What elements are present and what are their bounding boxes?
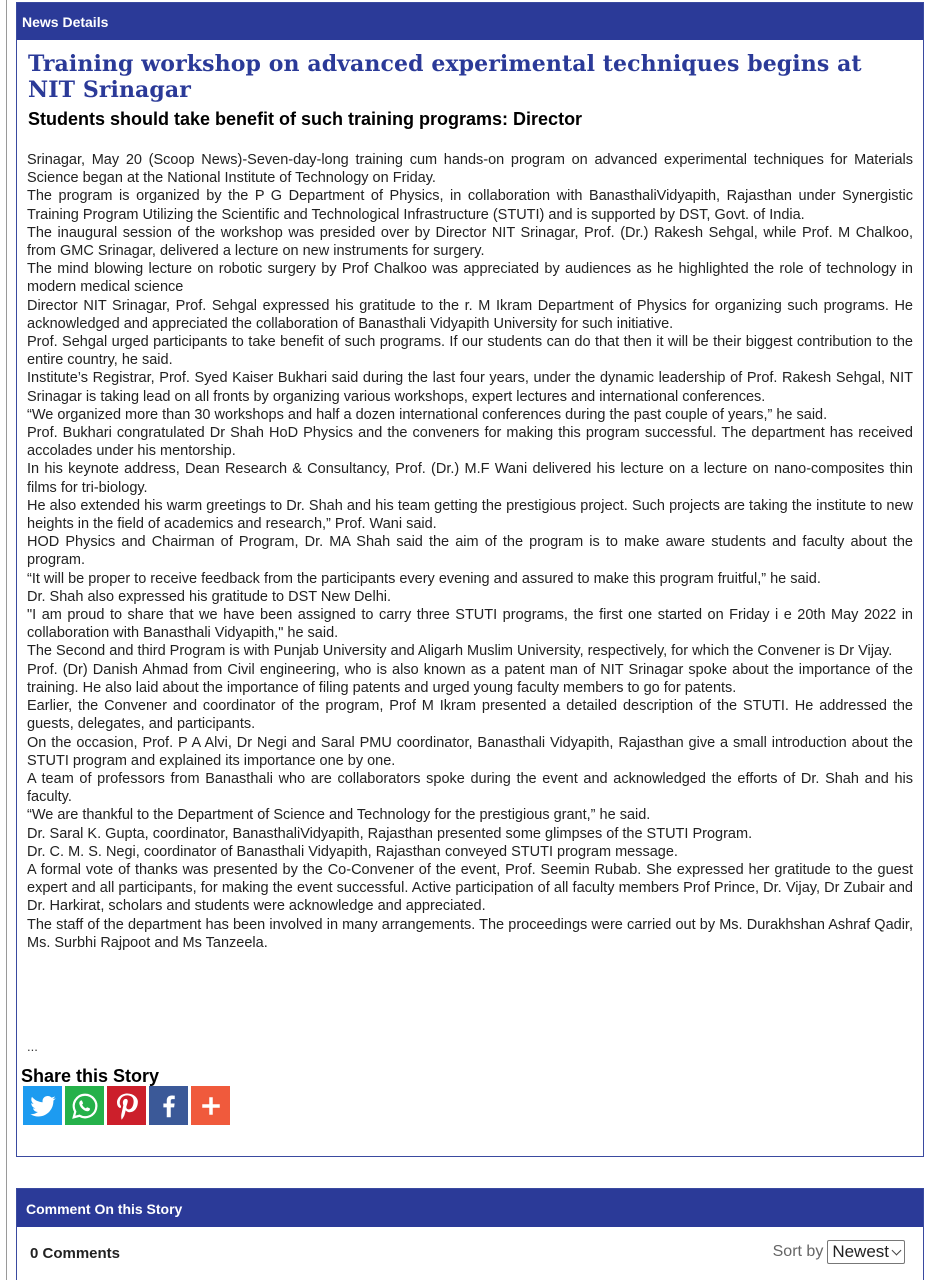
article-paragraph: "I am proud to share that we have been assigned to carry three STUTI programs, the first one started on Friday i e 20th May 2022 in collaboration with Banasthali Vidyapith," he said. bbox=[27, 607, 913, 642]
article-paragraph: A team of professors from Banasthali who are collaborators spoke during the event and acknowledged the efforts of Dr. Shah and his faculty. bbox=[27, 770, 913, 806]
sort-control bbox=[773, 1240, 905, 1264]
article-paragraph: Prof. (Dr) Danish Ahmad from Civil engineering, who is also known as a patent man of NIT Srinagar spoke about the importance of the training. He also laid about the importance of filing patents and urged young faculty members to go for patents. bbox=[27, 661, 913, 696]
chevron-down-icon bbox=[892, 1245, 902, 1255]
sort-value: Newest bbox=[832, 1242, 889, 1261]
news-details-panel bbox=[16, 2, 924, 1157]
article-paragraph: Dr. Shah also expressed his gratitude to DST New Delhi. bbox=[27, 588, 392, 605]
article-headline: Training workshop on advanced experimental techniques begins at NIT Srinagar bbox=[28, 51, 862, 103]
sort-select[interactable] bbox=[827, 1240, 905, 1264]
article-paragraph: The program is organized by the P G Department of Physics, in collaboration with BanasthaliVidyapith, Rajasthan under Synergistic Training Program Utilizing the Scientific and Technological Infrastructure (STUTI) and is supported by DST, Govt. of India. bbox=[27, 188, 913, 223]
share-whatsapp-button[interactable] bbox=[65, 1086, 104, 1125]
share-buttons bbox=[23, 1086, 230, 1125]
share-twitter-button[interactable] bbox=[23, 1086, 62, 1125]
news-details-header: News Details bbox=[17, 3, 923, 40]
article-paragraph: In his keynote address, Dean Research & Consultancy, Prof. (Dr.) M.F Wani delivered his lecture on a lecture on nano-composites thin films for tri-biology. bbox=[27, 461, 913, 496]
facebook-icon bbox=[154, 1091, 184, 1121]
add-share-icon bbox=[196, 1091, 226, 1121]
pinterest-icon bbox=[112, 1091, 142, 1121]
article-paragraph: Srinagar, May 20 (Scoop News)-Seven-day-long training cum hands-on program on advanced experimental techniques for Materials Science began at the National Institute of Technology on Friday. bbox=[27, 152, 913, 187]
comment-count: 0 Comments bbox=[30, 1245, 121, 1262]
article-paragraph: Prof. Bukhari congratulated Dr Shah HoD Physics and the conveners for making this program successful. The department has received accolades under his mentorship. bbox=[27, 425, 913, 460]
share-story-title: Share this Story bbox=[21, 1066, 160, 1086]
article-paragraph: On the occasion, Prof. P A Alvi, Dr Negi and Saral PMU coordinator, Banasthali Vidyapith, Rajasthan give a small introduction about the STUTI program and explained its importance one by one. bbox=[27, 734, 913, 769]
share-more-button[interactable] bbox=[191, 1086, 230, 1125]
article-subheadline: Students should take benefit of such training programs: Director bbox=[28, 109, 583, 129]
article-paragraph: A formal vote of thanks was presented by the Co-Convener of the event, Prof. Seemin Rubab. She expressed her gratitude to the guest expert and all participants, for making the event successful. Active participation of all faculty members Prof Prince, Dr. Vijay, Dr Zubair and Dr. Harkirat, scholars and students were acknowledge and appreciated. bbox=[27, 861, 913, 915]
article-paragraph: Prof. Sehgal urged participants to take benefit of such programs. If our students can do that then it will be their biggest contribution to the entire country, he said. bbox=[27, 334, 913, 369]
article-paragraph: Institute’s Registrar, Prof. Syed Kaiser Bukhari said during the last four years, under the dynamic leadership of Prof. Rakesh Sehgal, NIT Srinagar is taking lead on all fronts by organizing various workshops, expert lectures and international conferences. bbox=[27, 370, 913, 405]
sort-label: Sort by bbox=[772, 1243, 824, 1260]
share-facebook-button[interactable] bbox=[149, 1086, 188, 1125]
article-paragraph: The staff of the department has been involved in many arrangements. The proceedings were carried out by Ms. Durakhshan Ashraf Qadir, Ms. Surbhi Rajpoot and Ms Tanzeela. bbox=[27, 916, 913, 951]
page-frame-line bbox=[6, 0, 7, 1280]
article-paragraph: Director NIT Srinagar, Prof. Sehgal expressed his gratitude to the r. M Ikram Department of Physics for organizing such programs. He acknowledged and appreciated the collaboration of Banasthali Vidyapith University for such initiative. bbox=[27, 297, 913, 332]
article-paragraph: “It will be proper to receive feedback from the participants every evening and assured to make this program fruitful,” he said. bbox=[27, 570, 821, 587]
twitter-icon bbox=[28, 1091, 58, 1121]
article-body bbox=[17, 130, 923, 952]
whatsapp-icon bbox=[70, 1091, 100, 1121]
comments-header: Comment On this Story bbox=[17, 1189, 923, 1227]
article-paragraph: The mind blowing lecture on robotic surgery by Prof Chalkoo was appreciated by audiences as he highlighted the role of technology in modern medical science bbox=[27, 261, 913, 296]
article-paragraph: Dr. C. M. S. Negi, coordinator of Banasthali Vidyapith, Rajasthan conveyed STUTI program message. bbox=[27, 843, 678, 860]
article-paragraph: HOD Physics and Chairman of Program, Dr. MA Shah said the aim of the program is to make aware students and faculty about the program. bbox=[27, 534, 913, 569]
article-paragraph: “We are thankful to the Department of Science and Technology for the prestigious grant,” he said. bbox=[27, 807, 651, 824]
comments-panel bbox=[16, 1188, 924, 1280]
article-paragraph: The inaugural session of the workshop was presided over by Director NIT Srinagar, Prof. (Dr.) Rakesh Sehgal, while Prof. M Chalkoo, from GMC Srinagar, delivered a lecture on new instruments for surgery. bbox=[27, 224, 913, 260]
article-paragraph: Earlier, the Convener and coordinator of the program, Prof M Ikram presented a detailed description of the STUTI. He addressed the guests, delegates, and participants. bbox=[27, 698, 913, 733]
article-paragraph: He also extended his warm greetings to Dr. Shah and his team getting the prestigious project. Such projects are taking the institute to new heights in the field of academics and research,” Prof. Wani said. bbox=[27, 497, 913, 533]
article-paragraph: The Second and third Program is with Punjab University and Aligarh Muslim University, respectively, for which the Convener is Dr Vijay. bbox=[27, 643, 893, 660]
article-ellipsis: ... bbox=[27, 1039, 38, 1054]
article-paragraph: “We organized more than 30 workshops and half a dozen international conferences during the past couple of years,” he said. bbox=[27, 406, 828, 423]
article-paragraph: Dr. Saral K. Gupta, coordinator, BanasthaliVidyapith, Rajasthan presented some glimpses of the STUTI Program. bbox=[27, 825, 753, 842]
share-pinterest-button[interactable] bbox=[107, 1086, 146, 1125]
